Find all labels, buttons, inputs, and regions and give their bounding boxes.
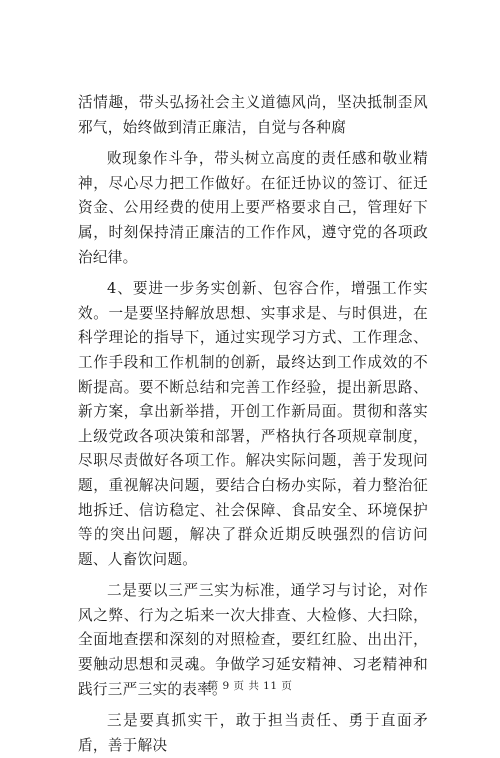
page-number-footer: 第 9 页 共 11 页 [207, 680, 293, 692]
paragraph-section-4: 4、要进一步务实创新、包容合作，增强工作实效。一是要坚持解放思想、实事求是、与时俱进，在科学理论的指导下，通过实现学习方式、工作理念、工作手段和工作机制的创新，最终达到工作成效的不断提高。要不断总结和完善工作经验，提出新思路、新方案，拿出新举措，开创工作新局面。贯彻和落实上级党政各项决策和部署，严格执行各项规章制度，尽职尽责做好各项工作。解决实际问题，善于发现问题，重视解决问题，要结合白杨办实际，着力整治征地拆迁、信访稳定、社会保障、食品安全、环境保护等的突出问题，解决了群众近期反映强烈的信访问题、人畜饮问题。 [78, 280, 428, 568]
paragraph-third-point: 三是要真抓实干，敢于担当责任、勇于直面矛盾，善于解决 [78, 712, 428, 754]
document-body [78, 91, 428, 758]
paragraph-continuation-1: 活情趣，带头弘扬社会主义道德风尚，坚决抵制歪风邪气，始终做到清正廉洁，自觉与各种腐 [78, 94, 428, 136]
paragraph-continuation-2: 败现象作斗争，带头树立高度的责任感和敬业精神，尽心尽力把工作做好。在征迁协议的签订、征迁资金、公用经费的使用上要严格要求自己，管理好下属，时刻保持清正廉洁的工作作风，遵守党的各项政治纪律。 [78, 150, 428, 266]
paragraph-second-point: 二是要以三严三实为标准，通学习与讨论，对作风之弊、行为之垢来一次大排查、大检修、大扫除，全面地查摆和深刻的对照检查，要红红脸、出出汗，要触动思想和灵魂。争做学习延安精神、习老精神和践行三严三实的表率。 [78, 582, 428, 698]
